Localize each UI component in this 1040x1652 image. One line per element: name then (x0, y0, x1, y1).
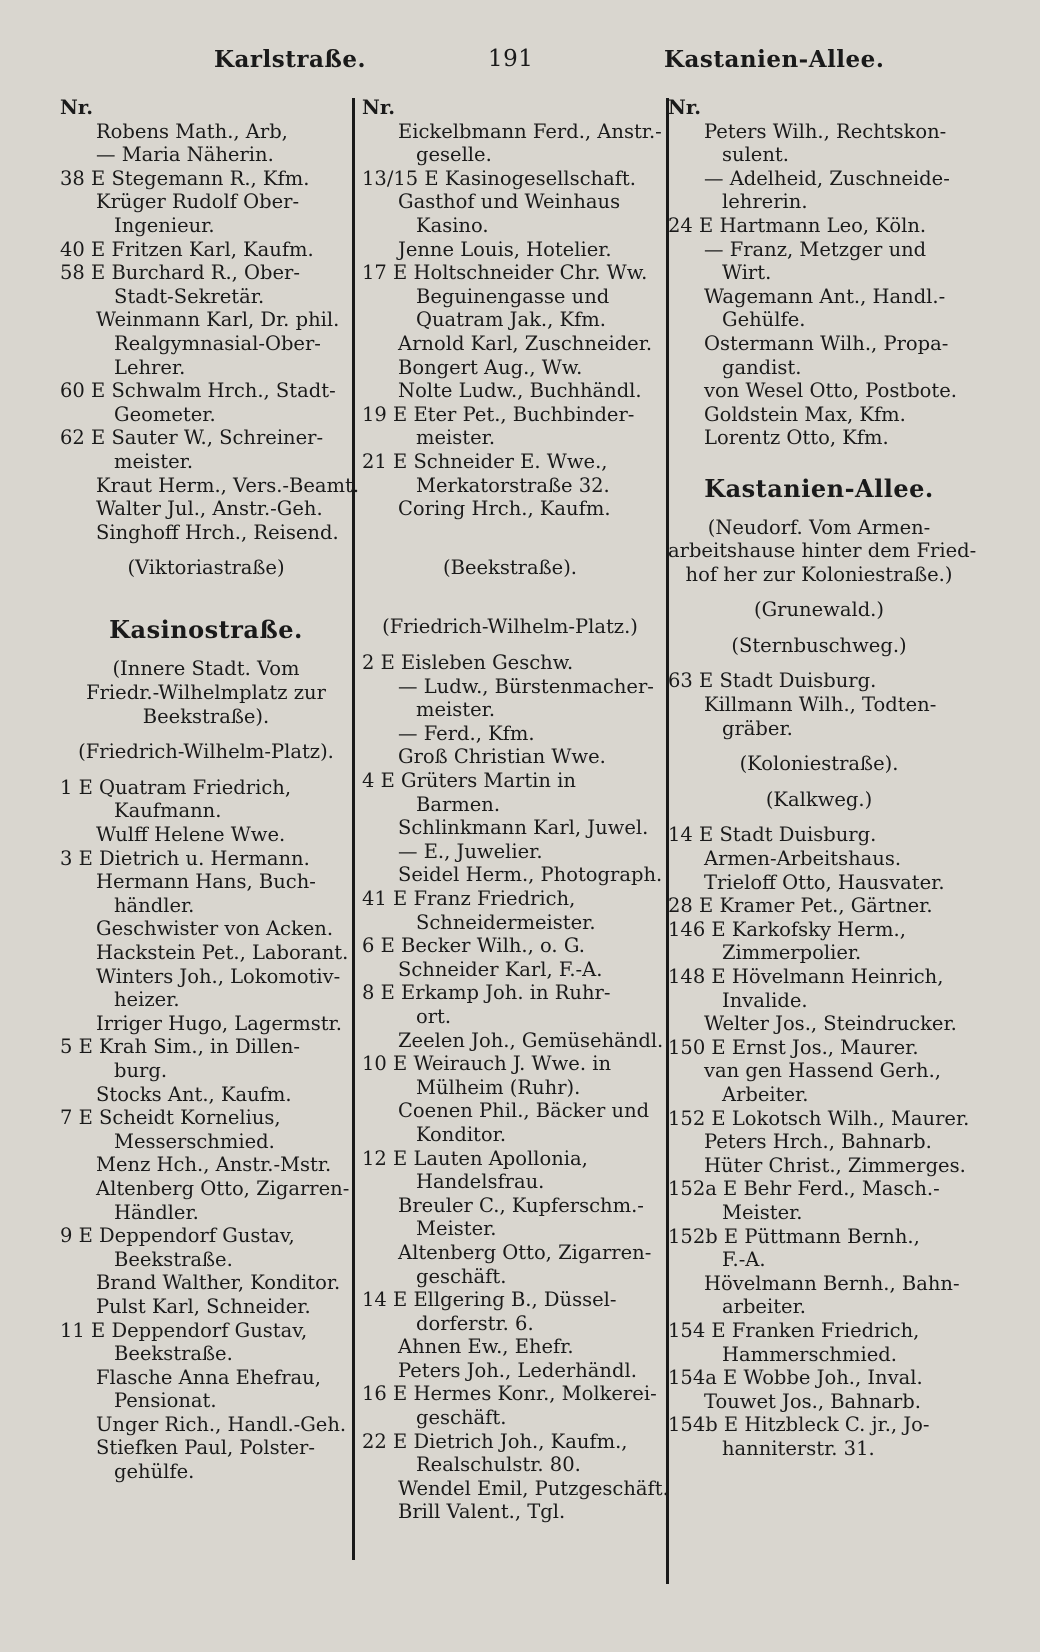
cross-street-note: (Innere Stadt. Vom (112, 657, 300, 681)
number-column-label: Nr. (362, 96, 396, 119)
column-3 (668, 96, 977, 1460)
entry-line: 4 E Grüters Martin in (362, 769, 576, 793)
spacer (362, 603, 658, 615)
cross-street-note: (Koloniestraße). (739, 752, 899, 776)
spacer (60, 603, 352, 615)
entry-line: Pensionat. (114, 1389, 217, 1413)
number-column-label: Nr. (60, 96, 94, 119)
entry-line: 58 E Burchard R., Ober- (60, 261, 300, 285)
entry-line: hanniterstr. 31. (722, 1436, 875, 1460)
entry-line: Hermann Hans, Buch- (96, 870, 316, 894)
entry-line: Irriger Hugo, Lagermstr. (96, 1011, 342, 1035)
entry-line: 22 E Dietrich Joh., Kaufm., (362, 1429, 628, 1453)
cross-street-note: (Friedrich-Wilhelm-Platz.) (382, 615, 638, 639)
entry-line: Coenen Phil., Bäcker und (398, 1099, 650, 1123)
entry-line: F.-A. (722, 1248, 766, 1272)
entry-line: Handelsfrau. (416, 1170, 545, 1194)
entry-line: Ostermann Wilh., Propa- (704, 331, 949, 355)
entry-line: Hüter Christ., Zimmerges. (704, 1153, 966, 1177)
entry-line: Beekstraße. (114, 1247, 233, 1271)
entry-line: Hövelmann Bernh., Bahn- (704, 1271, 960, 1295)
entry-line: Wulff Helene Wwe. (96, 823, 286, 847)
column-divider (352, 98, 355, 1560)
column-1 (60, 96, 360, 1484)
entry-line: Gehülfe. (722, 308, 806, 332)
entry-line: geselle. (416, 143, 492, 167)
entry-line: Mülheim (Ruhr). (416, 1075, 581, 1099)
entry-line: Robens Math., Arb, (96, 119, 288, 143)
entry-line: Ingenieur. (114, 213, 215, 237)
entry-line: Pulst Karl, Schneider. (96, 1294, 311, 1318)
page-number: 191 (488, 46, 534, 72)
entry-line: 1 E Quatram Friedrich, (60, 775, 292, 799)
spacer (362, 544, 658, 556)
entry-line: 150 E Ernst Jos., Maurer. (668, 1035, 919, 1059)
spacer (668, 586, 970, 598)
entry-line: 14 E Stadt Duisburg. (668, 823, 877, 847)
entry-line: 3 E Dietrich u. Hermann. (60, 846, 310, 870)
entry-line: gräber. (722, 716, 793, 740)
cross-street-note: (Friedrich-Wilhelm-Platz). (78, 740, 334, 764)
entry-line: 9 E Deppendorf Gustav, (60, 1224, 295, 1248)
cross-street-note: arbeitshause hinter dem Fried- (668, 539, 977, 563)
entry-line: Gasthof und Weinhaus (398, 190, 621, 214)
cross-street-note: (Viktoriastraße) (127, 556, 285, 580)
entry-line: van gen Hassend Gerh., (704, 1059, 941, 1083)
entry-line: Peters Joh., Lederhändl. (398, 1358, 637, 1382)
entry-line: 2 E Eisleben Geschw. (362, 651, 574, 675)
entry-line: 14 E Ellgering B., Düssel- (362, 1288, 617, 1312)
entry-line: Flasche Anna Ehefrau, (96, 1365, 321, 1389)
cross-street-note: (Grunewald.) (753, 598, 884, 622)
entry-line: — Ferd., Kfm. (398, 721, 535, 745)
entry-line: Realschulstr. 80. (416, 1453, 581, 1477)
number-column-label: Nr. (668, 96, 702, 119)
spacer (60, 580, 352, 604)
spacer (668, 811, 970, 823)
spacer (60, 764, 352, 776)
entry-line: 24 E Hartmann Leo, Köln. (668, 213, 927, 237)
spacer (60, 544, 352, 556)
entry-line: Konditor. (416, 1122, 507, 1146)
entry-line: geschäft. (416, 1406, 507, 1430)
entry-line: Altenberg Otto, Zigarren- (96, 1176, 350, 1200)
entry-line: 148 E Hövelmann Heinrich, (668, 965, 944, 988)
spacer (362, 580, 658, 604)
entry-line: gehülfe. (114, 1460, 195, 1484)
entry-line: Merkatorstraße 32. (416, 473, 610, 497)
entry-line: Unger Rich., Handl.-Geh. (96, 1412, 347, 1436)
entry-line: Beguinengasse und (416, 284, 610, 308)
entry-line: 16 E Hermes Konr., Molkerei- (362, 1382, 657, 1406)
entry-line: Barmen. (416, 792, 501, 816)
entry-line: 17 E Holtschneider Chr. Ww. (362, 261, 648, 285)
entry-line: 152b E Püttmann Bernh., (668, 1224, 920, 1248)
cross-street-note: (Kalkweg.) (765, 787, 873, 811)
entry-line: händler. (114, 893, 195, 917)
entry-line: Wendel Emil, Putzgeschäft. (398, 1476, 669, 1500)
entry-line: 40 E Fritzen Karl, Kaufm. (60, 237, 314, 261)
entry-line: meister. (416, 426, 496, 450)
entry-line: heizer. (114, 988, 180, 1012)
entry-line: — Franz, Metzger und (704, 237, 927, 261)
entry-line: 10 E Weirauch J. Wwe. in (362, 1052, 612, 1076)
entry-line: meister. (114, 449, 194, 473)
entry-line: Brand Walther, Konditor. (96, 1271, 341, 1295)
entry-line: Zeelen Joh., Gemüsehändl. (398, 1028, 664, 1052)
spacer (362, 639, 658, 651)
entry-line: Meister. (722, 1200, 803, 1224)
entry-line: Lehrer. (114, 355, 186, 379)
spacer (60, 728, 352, 740)
entry-line: Messerschmied. (114, 1129, 275, 1153)
entry-line: Weinmann Karl, Dr. phil. (96, 308, 340, 332)
entry-line: Armen-Arbeitshaus. (704, 847, 902, 871)
entry-line: Winters Joh., Lokomotiv- (96, 964, 341, 988)
street-heading: Kasinostraße. (109, 615, 303, 645)
entry-line: Invalide. (722, 988, 808, 1012)
entry-line: Realgymnasial-Ober- (114, 331, 321, 355)
entry-line: Goldstein Max, Kfm. (704, 402, 906, 426)
entry-line: Stadt-Sekretär. (114, 284, 265, 308)
entry-line: Stocks Ant., Kaufm. (96, 1082, 292, 1106)
entry-line: 12 E Lauten Apollonia, (362, 1146, 588, 1170)
entry-line: Peters Wilh., Rechtskon- (704, 119, 947, 143)
entry-line: Geometer. (114, 402, 216, 426)
cross-street-note: Friedr.-Wilhelmplatz zur (86, 681, 326, 705)
entry-line: dorferstr. 6. (416, 1311, 534, 1335)
entry-line: Peters Hrch., Bahnarb. (704, 1130, 932, 1154)
entry-line: Touwet Jos., Bahnarb. (704, 1389, 921, 1413)
entry-line: — Maria Näherin. (96, 143, 274, 167)
entry-line: Seidel Herm., Photograph. (398, 863, 663, 887)
spacer (668, 504, 970, 516)
entry-line: Altenberg Otto, Zigarren- (398, 1240, 652, 1264)
column-2 (362, 96, 669, 1524)
cross-street-note: hof her zur Koloniestraße.) (685, 562, 953, 586)
street-heading: Kastanien-Allee. (704, 473, 934, 503)
entry-line: Schlinkmann Karl, Juwel. (398, 816, 649, 840)
entry-line: Arnold Karl, Zuschneider. (398, 331, 653, 355)
entry-line: burg. (114, 1058, 168, 1082)
entry-line: 7 E Scheidt Kornelius, (60, 1106, 281, 1130)
entry-line: Nolte Ludw., Buchhändl. (398, 379, 642, 403)
entry-line: arbeiter. (722, 1295, 806, 1319)
entry-line: 152a E Behr Ferd., Masch.- (668, 1177, 940, 1201)
entry-line: Kasino. (416, 213, 489, 237)
entry-line: Walter Jul., Anstr.-Geh. (96, 497, 323, 521)
entry-line: Kraut Herm., Vers.-Beamt. (96, 473, 360, 497)
entry-line: 154a E Wobbe Joh., Inval. (668, 1366, 923, 1390)
entry-line: Kaufmann. (114, 799, 222, 823)
entry-line: von Wesel Otto, Postbote. (704, 379, 957, 403)
entry-line: Trieloff Otto, Hausvater. (704, 870, 945, 894)
entry-line: 19 E Eter Pet., Buchbinder- (362, 402, 635, 426)
entry-line: 63 E Stadt Duisburg. (668, 669, 877, 693)
spacer (668, 740, 970, 752)
entry-line: Schneider Karl, F.-A. (398, 957, 603, 981)
cross-street-note: (Sternbuschweg.) (731, 633, 907, 657)
entry-line: Lorentz Otto, Kfm. (704, 426, 889, 450)
entry-line: 62 E Sauter W., Schreiner- (60, 426, 324, 450)
entry-line: — E., Juwelier. (398, 839, 543, 863)
entry-line: Singhoff Hrch., Reisend. (96, 520, 339, 544)
entry-line: Ahnen Ew., Ehefr. (398, 1335, 574, 1359)
entry-line: Zimmerpolier. (722, 941, 862, 965)
entry-line: 152 E Lokotsch Wilh., Maurer. (668, 1106, 970, 1130)
entry-line: Welter Jos., Steindrucker. (704, 1012, 957, 1036)
entry-line: 21 E Schneider E. Wwe., (362, 449, 608, 473)
entry-line: ort. (416, 1004, 452, 1028)
entry-line: 38 E Stegemann R., Kfm. (60, 166, 310, 190)
entry-line: Bongert Aug., Ww. (398, 355, 583, 379)
entry-line: Händler. (114, 1200, 199, 1224)
entry-line: Hammerschmied. (722, 1342, 897, 1366)
entry-line: Brill Valent., Tgl. (398, 1500, 566, 1524)
entry-line: geschäft. (416, 1264, 507, 1288)
entry-line: — Adelheid, Zuschneide- (704, 166, 950, 190)
entry-line: Meister. (416, 1217, 497, 1241)
entry-line: lehrerin. (722, 190, 808, 214)
entry-line: Coring Hrch., Kaufm. (398, 497, 611, 521)
entry-line: Hackstein Pet., Laborant. (96, 941, 349, 964)
entry-line: meister. (416, 698, 496, 722)
spacer (362, 521, 658, 545)
spacer (668, 776, 970, 788)
entry-line: 146 E Karkofsky Herm., (668, 917, 906, 941)
entry-line: Stiefken Paul, Polster- (96, 1436, 315, 1460)
entry-line: Schneidermeister. (416, 910, 596, 934)
entry-line: 28 E Kramer Pet., Gärtner. (668, 894, 933, 918)
entry-line: Wirt. (722, 261, 772, 285)
entry-line: Breuler C., Kupferschm.- (398, 1193, 644, 1217)
entry-line: 11 E Deppendorf Gustav, (60, 1318, 308, 1342)
entry-line: 13/15 E Kasinogesellschaft. (362, 166, 636, 190)
entry-line: gandist. (722, 355, 802, 379)
entry-line: 8 E Erkamp Joh. in Ruhr- (362, 981, 611, 1005)
entry-line: — Ludw., Bürstenmacher- (398, 674, 654, 698)
entry-line: Groß Christian Wwe. (398, 745, 606, 769)
cross-street-note: Beekstraße). (142, 704, 270, 728)
entry-line: 41 E Franz Friedrich, (362, 887, 576, 910)
spacer (60, 645, 352, 657)
entry-line: 154 E Franken Friedrich, (668, 1318, 920, 1342)
spacer (668, 450, 970, 474)
entry-line: Wagemann Ant., Handl.- (704, 284, 946, 308)
entry-line: Eickelbmann Ferd., Anstr.- (398, 119, 662, 143)
cross-street-note: (Beekstraße). (443, 556, 577, 580)
entry-line: Menz Hch., Anstr.-Mstr. (96, 1153, 332, 1177)
entry-line: 5 E Krah Sim., in Dillen- (60, 1035, 301, 1059)
entry-line: Arbeiter. (722, 1082, 809, 1106)
entry-line: 60 E Schwalm Hrch., Stadt- (60, 379, 336, 403)
entry-line: Jenne Louis, Hotelier. (398, 237, 612, 261)
entry-line: 154b E Hitzbleck C. jr., Jo- (668, 1413, 930, 1437)
entry-line: 6 E Becker Wilh., o. G. (362, 934, 585, 958)
entry-line: Geschwister von Acken. (96, 917, 334, 941)
running-header-left: Karlstraße. (214, 46, 366, 73)
entry-line: Killmann Wilh., Todten- (704, 693, 937, 717)
entry-line: sulent. (722, 143, 789, 167)
cross-street-note: (Neudorf. Vom Armen- (707, 515, 931, 539)
spacer (668, 657, 970, 669)
entry-line: Quatram Jak., Kfm. (416, 308, 606, 332)
spacer (668, 622, 970, 634)
entry-line: Beekstraße. (114, 1342, 233, 1366)
entry-line: Krüger Rudolf Ober- (96, 190, 300, 214)
running-header-right: Kastanien-Allee. (664, 46, 885, 73)
